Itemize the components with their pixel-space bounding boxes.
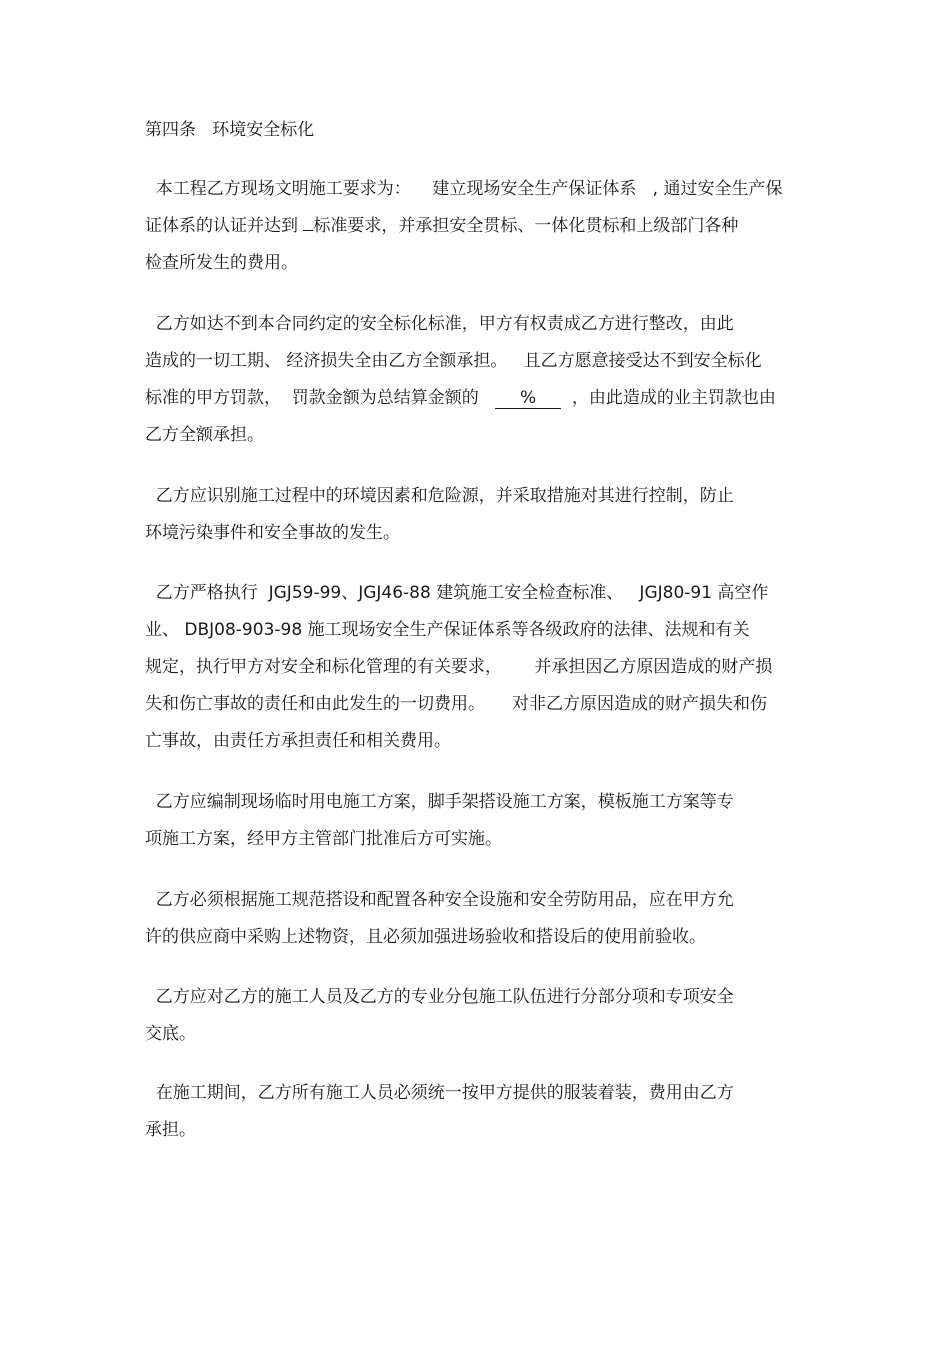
article-title: 第四条 环境安全标化 bbox=[145, 120, 315, 140]
paragraph-hazard-identification bbox=[145, 483, 815, 557]
paragraph-line: 乙方必须根据施工规范搭设和配置各种安全设施和安全劳防用品，应在甲方允 bbox=[145, 890, 734, 910]
line-text: ，由此造成的业主罚款也由 bbox=[561, 388, 776, 408]
paragraph-line: 交底。 bbox=[145, 1024, 196, 1044]
paragraph-line: 乙方如达不到本合同约定的安全标化标准，甲方有权责成乙方进行整改，由此 bbox=[145, 314, 734, 334]
paragraph-line: 失和伤亡事故的责任和由此发生的一切费用。 对非乙方原因造成的财产损失和伤 bbox=[145, 694, 768, 714]
paragraph-line: 检查所发生的费用。 bbox=[145, 253, 298, 273]
paragraph-standards-compliance bbox=[145, 580, 815, 765]
paragraph-line: 业、 DBJ08-903-98 施工现场安全生产保证体系等各级政府的法律、法规和有关 bbox=[145, 620, 750, 640]
paragraph-line bbox=[145, 213, 815, 250]
paragraph-safety-system bbox=[145, 176, 815, 287]
paragraph-safety-equipment bbox=[145, 887, 815, 961]
paragraph-safety-briefing bbox=[145, 984, 815, 1058]
paragraph-line: 环境污染事件和安全事故的发生。 bbox=[145, 523, 400, 543]
penalty-percent-blank: % bbox=[495, 388, 561, 409]
paragraph-line: 规定，执行甲方对安全和标化管理的有关要求， 并承担因乙方原因造成的财产损 bbox=[145, 657, 773, 677]
paragraph-line: 乙方全额承担。 bbox=[145, 425, 264, 445]
paragraph-line: 亡事故，由责任方承担责任和相关费用。 bbox=[145, 731, 451, 751]
paragraph-line: 本工程乙方现场文明施工要求为： 建立现场安全生产保证体系 , 通过安全生产保 bbox=[145, 179, 783, 199]
line-text: 标准要求，并承担安全贯标、一体化贯标和上级部门各种 bbox=[313, 216, 739, 236]
line-text: 证体系的认证并达到 bbox=[145, 216, 304, 236]
paragraph-line: 在施工期间，乙方所有施工人员必须统一按甲方提供的服装着装，费用由乙方 bbox=[145, 1083, 734, 1103]
paragraph-line: 造成的一切工期、 经济损失全由乙方全额承担。 且乙方愿意接受达不到安全标化 bbox=[145, 351, 762, 371]
paragraph-line: 承担。 bbox=[145, 1120, 196, 1140]
paragraph-line: 乙方应编制现场临时用电施工方案，脚手架搭设施工方案，模板施工方案等专 bbox=[145, 792, 734, 812]
standard-blank bbox=[303, 230, 313, 231]
paragraph-line bbox=[145, 385, 815, 422]
line-text: 标准的甲方罚款， 罚款金额为总结算金额的 bbox=[145, 388, 496, 408]
paragraph-uniforms bbox=[145, 1080, 815, 1154]
paragraph-construction-plans bbox=[145, 789, 815, 863]
paragraph-line: 项施工方案，经甲方主管部门批准后方可实施。 bbox=[145, 829, 502, 849]
paragraph-line: 乙方严格执行 JGJ59-99、JGJ46-88 建筑施工安全检查标准、 JGJ80-91 高空作 bbox=[145, 583, 769, 603]
paragraph-line: 乙方应识别施工过程中的环境因素和危险源，并采取措施对其进行控制，防止 bbox=[145, 486, 734, 506]
paragraph-line: 许的供应商中采购上述物资，且必须加强进场验收和搭设后的使用前验收。 bbox=[145, 927, 706, 947]
paragraph-line: 乙方应对乙方的施工人员及乙方的专业分包施工队伍进行分部分项和专项安全 bbox=[145, 987, 734, 1007]
paragraph-penalty bbox=[145, 311, 815, 459]
